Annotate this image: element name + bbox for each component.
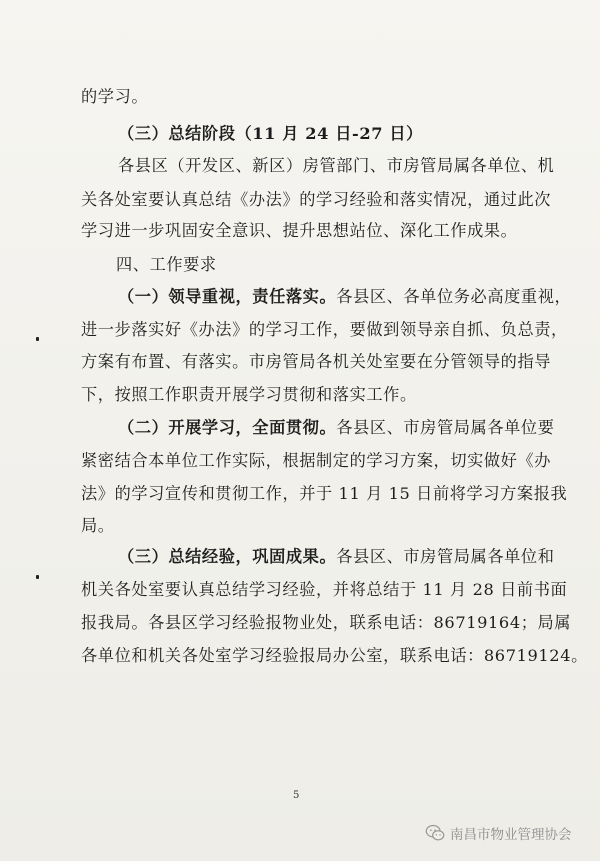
paragraph-summary-line-1 — [118, 547, 555, 567]
paragraph-study-line-1 — [118, 418, 555, 438]
section-heading-requirements: 四、工作要求 — [116, 255, 217, 274]
text-line-3: 各县区（开发区、新区）房管部门、市房管局属各单位、机 — [118, 156, 555, 175]
text-line-14: 局。 — [81, 516, 115, 535]
paragraph-leadership-line-1 — [118, 287, 571, 307]
bold-lead-study: （二）开展学习，全面贯彻。 — [118, 418, 337, 437]
text-line-8: 进一步落实好《办法》的学习工作，要做到领导亲自抓、负总责， — [81, 320, 568, 339]
text-line-9: 方案有布置、有落实。市房管局各机关处室要在分管领导的指导 — [81, 352, 552, 371]
text-line-13: 法》的学习宣传和贯彻工作，并于 11 月 15 日前将学习方案报我 — [81, 484, 568, 503]
text-line-12: 紧密结合本单位工作实际，根据制定的学习方案，切实做好《办 — [81, 451, 552, 470]
text-line-4: 关各处室要认真总结《办法》的学习经验和落实情况，通过此次 — [81, 190, 552, 209]
binding-hole-mark-1 — [36, 337, 39, 341]
paragraph-summary-text: 各县区、市房管局属各单位和 — [336, 547, 555, 566]
paragraph-study-text: 各县区、市房管局属各单位要 — [336, 418, 555, 437]
bold-lead-leadership: （一）领导重视，责任落实。 — [118, 287, 337, 306]
text-line-5: 学习进一步巩固安全意识、提升思想站位、深化工作成果。 — [81, 221, 518, 240]
text-line-16: 机关各处室要认真总结学习经验，并将总结于 11 月 28 日前书面 — [81, 580, 568, 599]
text-line-17: 报我局。各县区学习经验报物业处，联系电话：86719164；局属 — [81, 613, 572, 632]
section-heading-summary-stage: （三）总结阶段（11 月 24 日-27 日） — [118, 124, 423, 143]
text-line-10: 下，按照工作职责开展学习贯彻和落实工作。 — [81, 385, 417, 404]
watermark — [424, 822, 572, 844]
paragraph-leadership-text: 各县区、各单位务必高度重视， — [336, 287, 572, 306]
text-line-18: 各单位和机关各处室学习经验报局办公室，联系电话：86719124。 — [81, 646, 588, 665]
wechat-icon — [424, 822, 446, 844]
watermark-text: 南昌市物业管理协会 — [450, 827, 572, 843]
text-line-1: 的学习。 — [81, 87, 149, 106]
page-number: 5 — [293, 790, 300, 801]
bold-lead-summary: （三）总结经验，巩固成果。 — [118, 547, 337, 566]
binding-hole-mark-2 — [36, 575, 39, 579]
